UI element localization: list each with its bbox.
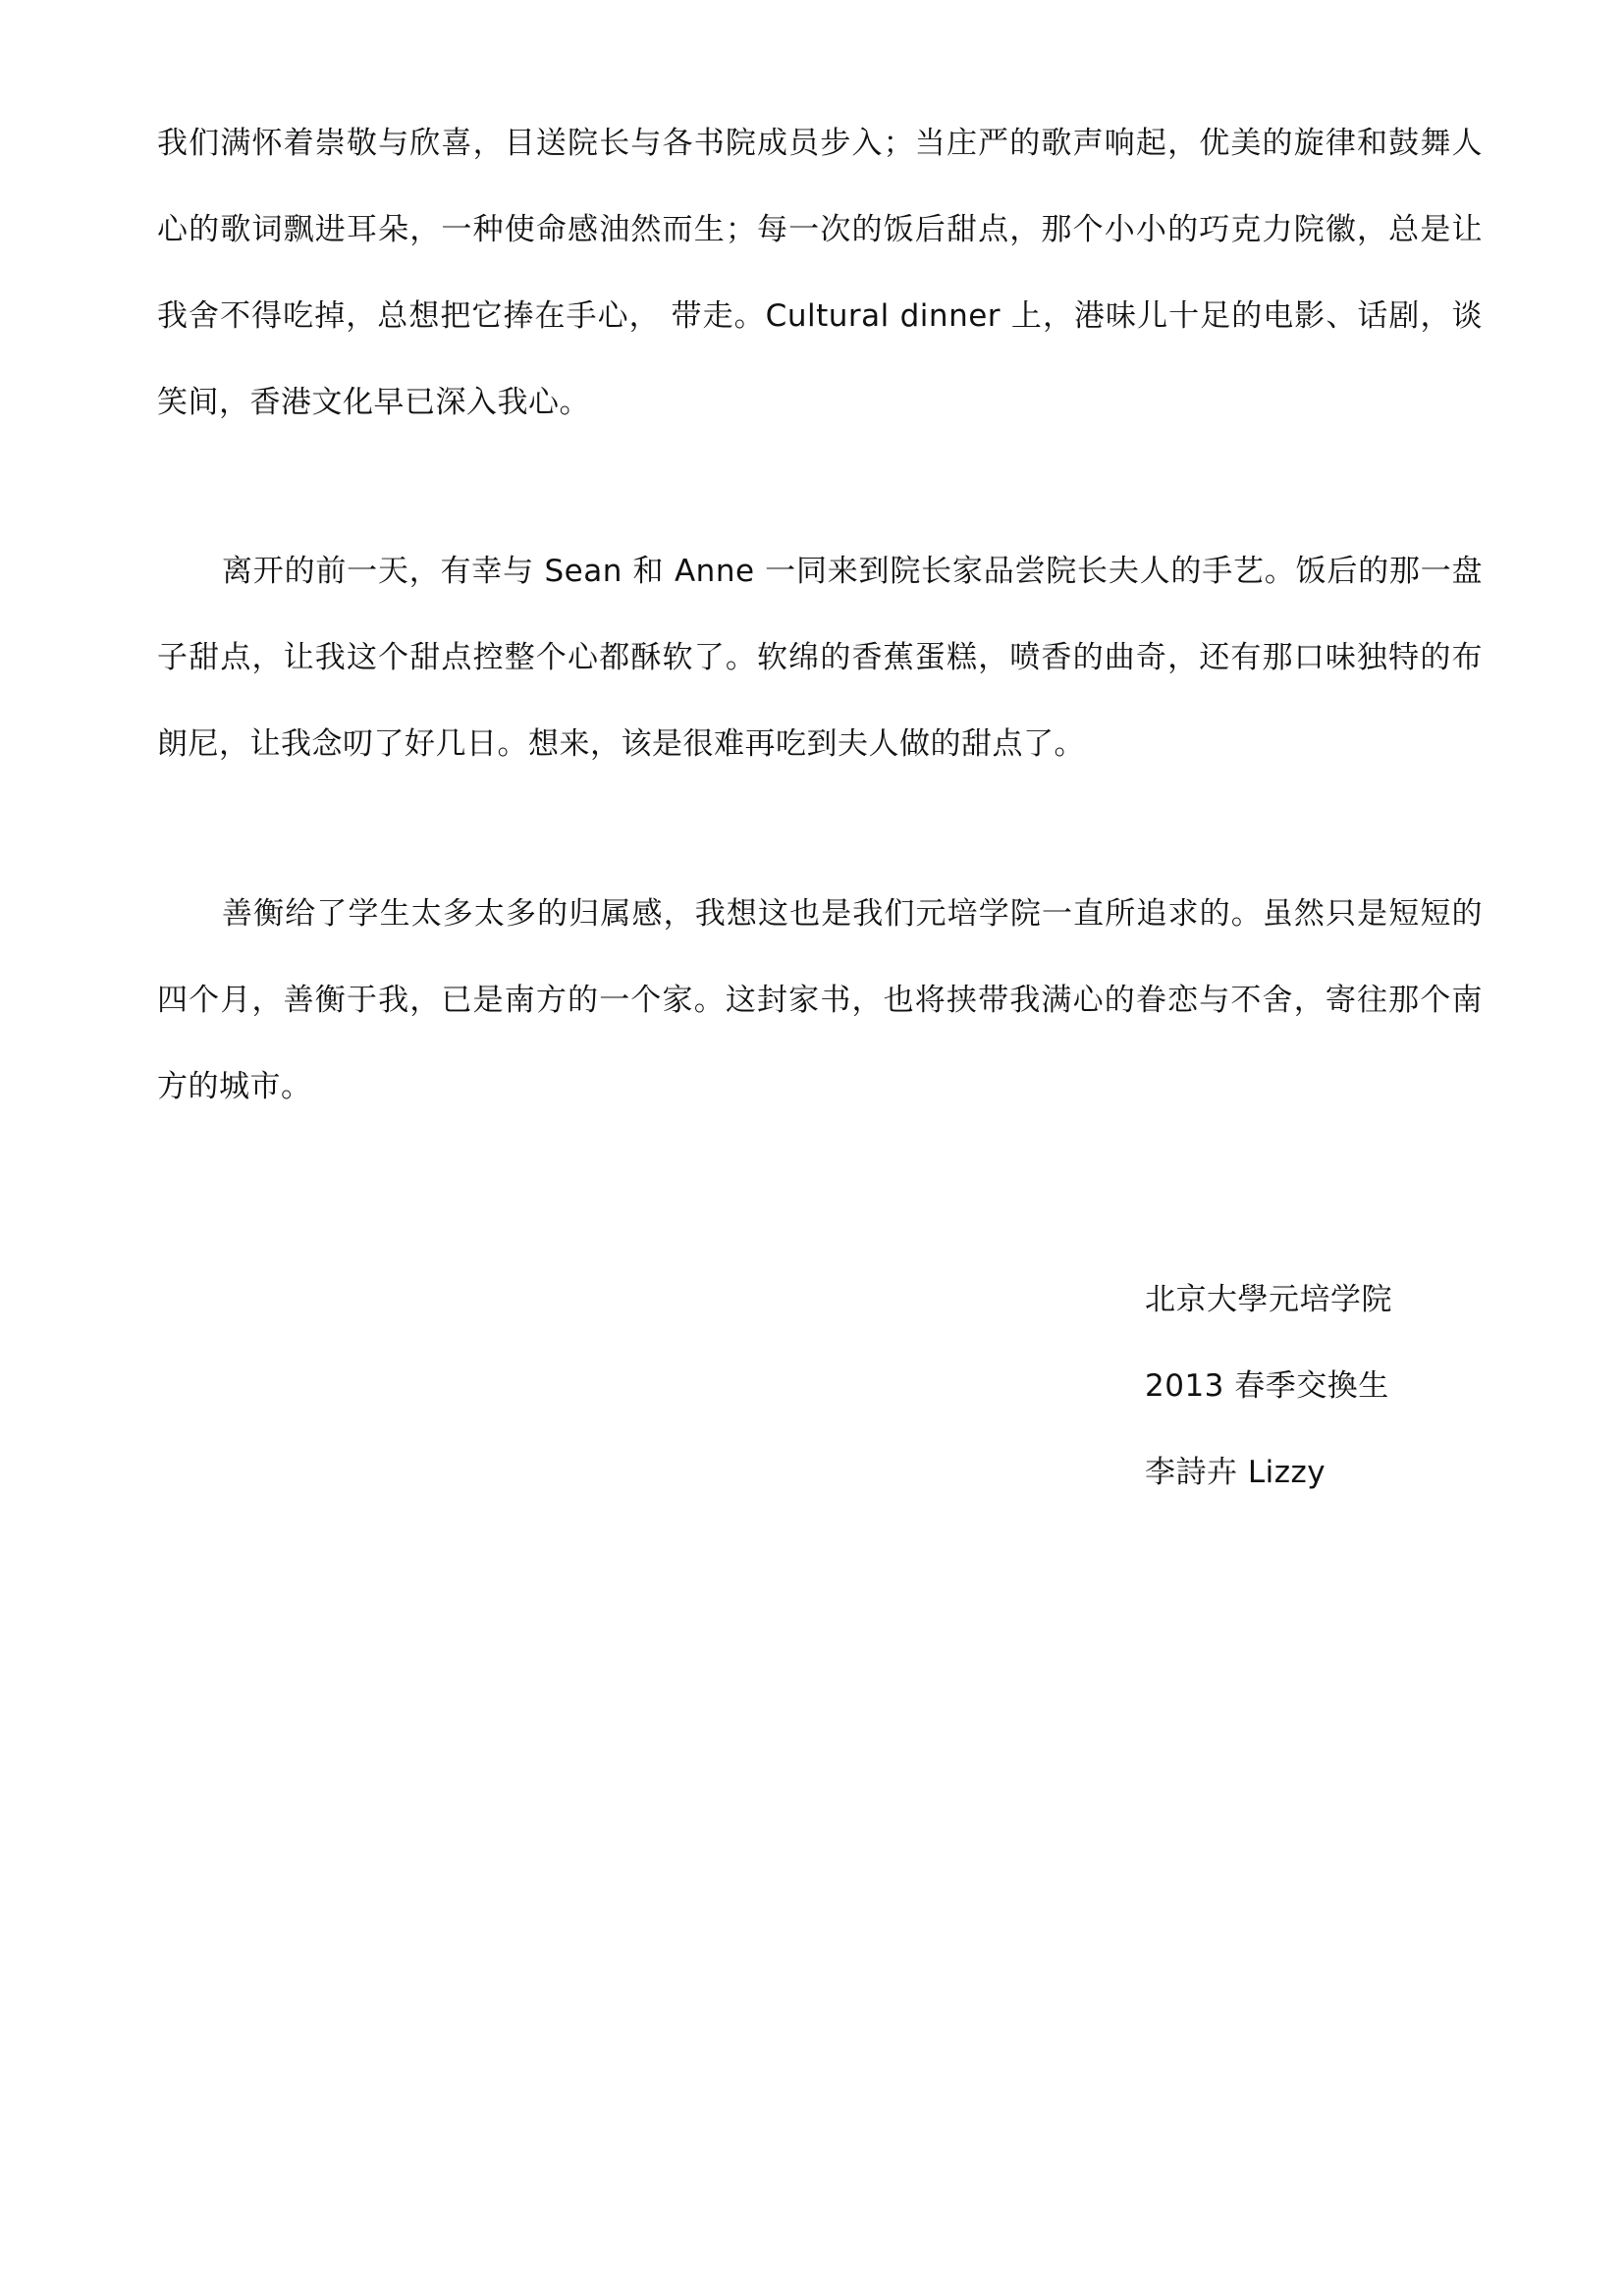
signature-institution: 北京大學元培学院	[1145, 1282, 1392, 1317]
paragraph-1: 我们满怀着崇敬与欣喜，目送院长与各书院成员步入；当庄严的歌声响起，优美的旋律和鼓舞人心的歌词飘进耳朵，一种使命感油然而生；每一次的饭后甜点，那个小小的巧克力院徽，总是让我舍不得吃掉，总想把它捧在手心， 带走。Cultural dinner 上，港味儿十足的电影、话剧，谈笑间，香港文化早已深入我心。	[157, 126, 1483, 420]
signature-program: 2013 春季交換生	[1145, 1368, 1389, 1404]
paragraph-2: 离开的前一天，有幸与 Sean 和 Anne 一同来到院长家品尝院长夫人的手艺。饭后的那一盘子甜点，让我这个甜点控整个心都酥软了。软绵的香蕉蛋糕，喷香的曲奇，还有那口味独特的布朗尼，让我念叨了好几日。想来，该是很难再吃到夫人做的甜点了。	[157, 554, 1483, 762]
signature-author: 李詩卉 Lizzy	[1145, 1455, 1326, 1490]
paragraph-3: 善衡给了学生太多太多的归属感，我想这也是我们元培学院一直所追求的。虽然只是短短的四个月，善衡于我，已是南方的一个家。这封家书，也将挟带我满心的眷恋与不舍，寄往那个南方的城市。	[157, 896, 1483, 1104]
signature-block	[1145, 1256, 1538, 1516]
